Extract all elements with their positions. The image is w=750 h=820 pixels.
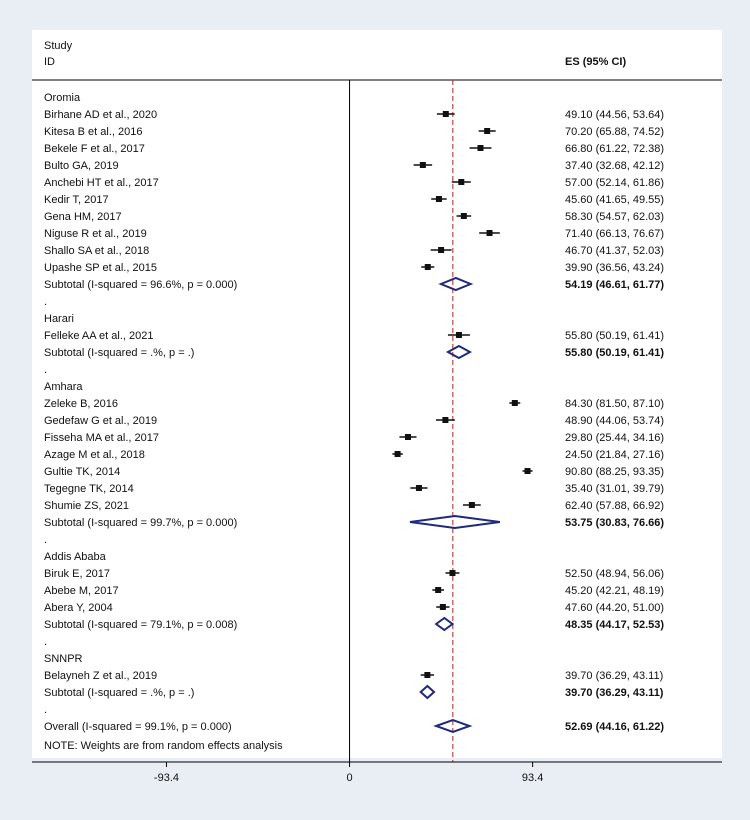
study-label: Kedir T, 2017: [44, 194, 109, 206]
subtotal-es-text: 39.70 (36.29, 43.11): [565, 687, 664, 699]
subtotal-es-text: 53.75 (30.83, 76.66): [565, 517, 665, 529]
study-label: Kitesa B et al., 2016: [44, 126, 143, 138]
subtotal-diamond: [448, 346, 470, 358]
overall-label: Overall (I-squared = 99.1%, p = 0.000): [44, 721, 232, 733]
study-label: Felleke AA et al., 2021: [44, 330, 154, 342]
study-point-marker: [435, 587, 441, 593]
study-es-text: 37.40 (32.68, 42.12): [565, 160, 665, 172]
study-es-text: 70.20 (65.88, 74.52): [565, 126, 665, 138]
subtotal-es-text: 48.35 (44.17, 52.53): [565, 619, 665, 631]
separator-dot: .: [44, 636, 48, 648]
study-label: Shallo SA et al., 2018: [44, 245, 150, 257]
study-point-marker: [442, 417, 448, 423]
study-es-text: 84.30 (81.50, 87.10): [565, 398, 665, 410]
study-point-marker: [512, 400, 518, 406]
study-es-text: 39.90 (36.56, 43.24): [565, 262, 665, 274]
study-point-marker: [484, 128, 490, 134]
study-point-marker: [440, 604, 446, 610]
group-label: Addis Ababa: [44, 551, 106, 563]
study-point-marker: [416, 485, 422, 491]
study-label: Azage M et al., 2018: [44, 449, 145, 461]
study-es-text: 62.40 (57.88, 66.92): [565, 500, 665, 512]
header-id-label: ID: [44, 56, 55, 68]
study-label: Belayneh Z et al., 2019: [44, 670, 158, 682]
subtotal-es-text: 55.80 (50.19, 61.41): [565, 347, 665, 359]
study-es-text: 52.50 (48.94, 56.06): [565, 568, 665, 580]
study-label: Tegegne TK, 2014: [44, 483, 134, 495]
separator-dot: .: [44, 704, 48, 716]
weights-note: NOTE: Weights are from random effects analysis: [44, 740, 283, 752]
study-es-text: 55.80 (50.19, 61.41): [565, 330, 665, 342]
study-point-marker: [478, 145, 484, 151]
study-point-marker: [487, 230, 493, 236]
group-label: Harari: [44, 313, 74, 325]
study-label: Shumie ZS, 2021: [44, 500, 129, 512]
x-tick-label: 93.4: [521, 772, 544, 784]
forest-plot-area: [32, 30, 722, 784]
subtotal-label: Subtotal (I-squared = .%, p = .): [44, 347, 195, 359]
study-point-marker: [424, 672, 430, 678]
study-point-marker: [443, 111, 449, 117]
subtotal-label: Subtotal (I-squared = 99.7%, p = 0.000): [44, 517, 238, 529]
forest-plot-svg: [32, 30, 722, 784]
subtotal-diamond: [421, 686, 434, 698]
study-es-text: 66.80 (61.22, 72.38): [565, 143, 665, 155]
study-label: Abebe M, 2017: [44, 585, 119, 597]
study-label: Bulto GA, 2019: [44, 160, 119, 172]
subtotal-es-text: 54.19 (46.61, 61.77): [565, 279, 665, 291]
study-es-text: 49.10 (44.56, 53.64): [565, 109, 665, 121]
study-label: Zeleke B, 2016: [44, 398, 118, 410]
study-es-text: 45.60 (41.65, 49.55): [565, 194, 665, 206]
study-point-marker: [395, 451, 401, 457]
study-es-text: 45.20 (42.21, 48.19): [565, 585, 665, 597]
study-label: Fisseha MA et al., 2017: [44, 432, 159, 444]
study-es-text: 57.00 (52.14, 61.86): [565, 177, 665, 189]
study-es-text: 47.60 (44.20, 51.00): [565, 602, 665, 614]
header-es-label: ES (95% CI): [565, 56, 627, 68]
study-label: Birhane AD et al., 2020: [44, 109, 158, 121]
study-point-marker: [438, 247, 444, 253]
study-es-text: 48.90 (44.06, 53.74): [565, 415, 665, 427]
study-point-marker: [405, 434, 411, 440]
subtotal-diamond: [410, 516, 500, 528]
overall-es-text: 52.69 (44.16, 61.22): [565, 721, 665, 733]
study-es-text: 71.40 (66.13, 76.67): [565, 228, 665, 240]
separator-dot: .: [44, 296, 48, 308]
group-label: Amhara: [44, 381, 83, 393]
study-point-marker: [449, 570, 455, 576]
study-point-marker: [420, 162, 426, 168]
study-es-text: 58.30 (54.57, 62.03): [565, 211, 665, 223]
study-label: Gedefaw G et al., 2019: [44, 415, 158, 427]
separator-dot: .: [44, 534, 48, 546]
subtotal-diamond: [436, 618, 452, 630]
study-label: Upashe SP et al., 2015: [44, 262, 157, 274]
subtotal-label: Subtotal (I-squared = .%, p = .): [44, 687, 195, 699]
group-label: SNNPR: [44, 653, 83, 665]
subtotal-label: Subtotal (I-squared = 96.6%, p = 0.000): [44, 279, 238, 291]
separator-dot: .: [44, 364, 48, 376]
study-label: Niguse R et al., 2019: [44, 228, 147, 240]
study-point-marker: [425, 264, 431, 270]
study-es-text: 29.80 (25.44, 34.16): [565, 432, 665, 444]
study-point-marker: [469, 502, 475, 508]
study-es-text: 90.80 (88.25, 93.35): [565, 466, 665, 478]
header-study-label: Study: [44, 40, 73, 52]
subtotal-diamond: [441, 278, 471, 290]
study-point-marker: [458, 179, 464, 185]
subtotal-label: Subtotal (I-squared = 79.1%, p = 0.008): [44, 619, 238, 631]
study-label: Anchebi HT et al., 2017: [44, 177, 159, 189]
study-point-marker: [525, 468, 531, 474]
study-es-text: 46.70 (41.37, 52.03): [565, 245, 665, 257]
study-label: Biruk E, 2017: [44, 568, 111, 580]
study-point-marker: [461, 213, 467, 219]
study-es-text: 24.50 (21.84, 27.16): [565, 449, 665, 461]
study-label: Gena HM, 2017: [44, 211, 122, 223]
study-es-text: 39.70 (36.29, 43.11): [565, 670, 664, 682]
group-label: Oromia: [44, 92, 81, 104]
study-es-text: 35.40 (31.01, 39.79): [565, 483, 665, 495]
x-tick-label: 0: [346, 772, 353, 784]
study-label: Bekele F et al., 2017: [44, 143, 145, 155]
study-point-marker: [456, 332, 462, 338]
x-tick-label: -93.4: [153, 772, 180, 784]
study-point-marker: [436, 196, 442, 202]
study-label: Gultie TK, 2014: [44, 466, 121, 478]
study-label: Abera Y, 2004: [44, 602, 113, 614]
